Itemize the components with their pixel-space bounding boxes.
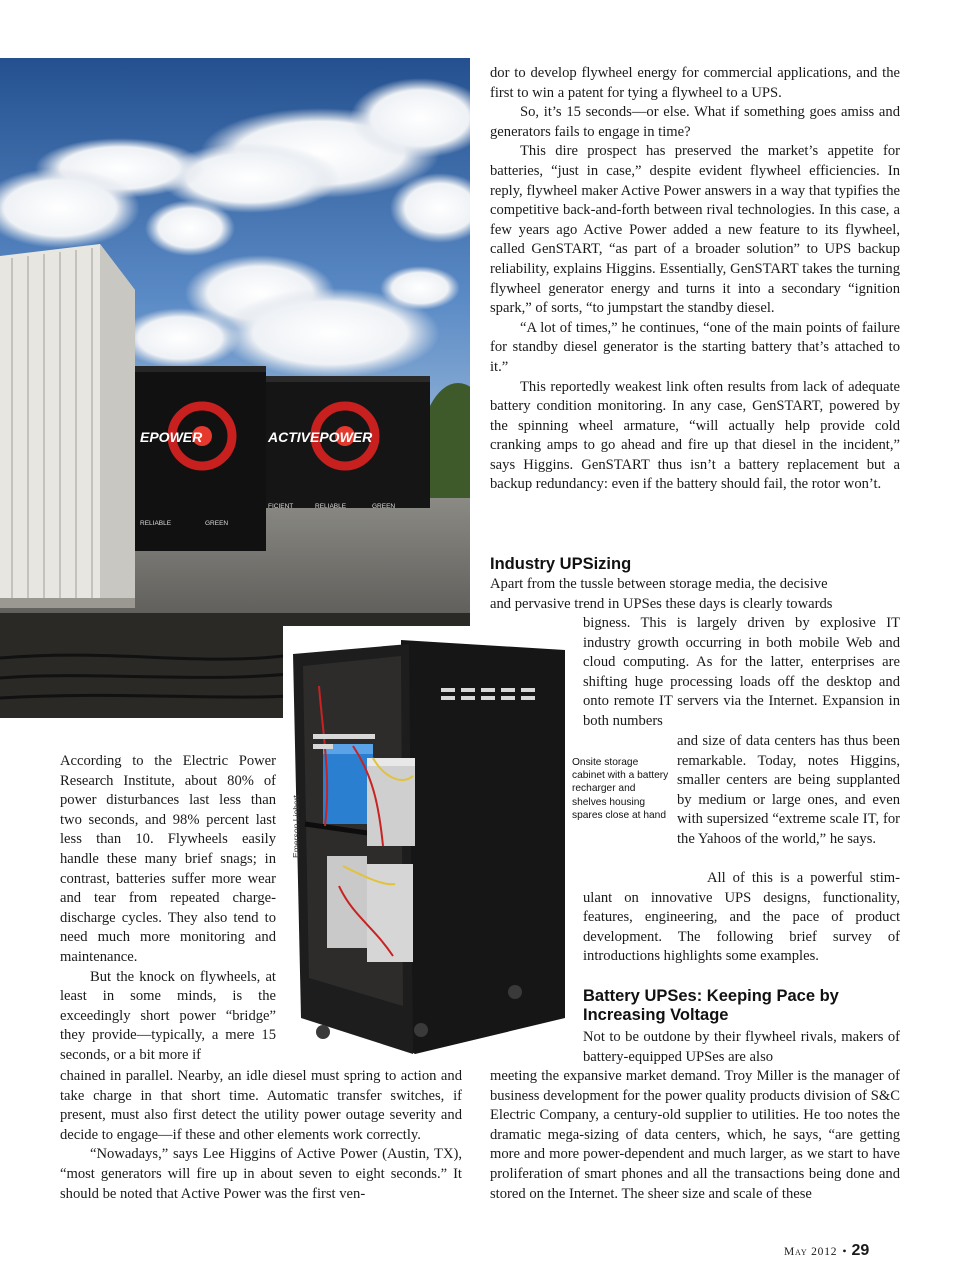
section-text-narrow: [677, 732, 900, 850]
section-intro-lines: [490, 575, 900, 614]
paragraph: “Nowadays,” says Lee Higgins of Active Power (Austin, TX), “most generators will fire up in about seven to eight seconds.” It should be noted that Active Power was the first ven-: [60, 1146, 462, 1202]
paragraph: According to the Electric Power Research Institute, about 80% of power disturbances last less than two seconds, and 98% percent last less than 10. Flywheels easily handle these many brief snags; in contrast, batteries suffer more wear and tear from repeated charge-discharge cycles. They also tend to need much more monitoring and maintenance.: [60, 753, 276, 965]
brand-left: EPOWER: [140, 429, 203, 445]
paragraph: This dire prospect has preserved the market’s appetite for batteries, “just in case,” despite evident flywheel efficiencies. In reply, flywheel maker Active Power answers in a way that typifies the competitive back-and-forth between rival technologies. In this case, a few years ago Active Power added a new feature to its flywheel, called GenSTART, “as part of a broader solution” to UPS backup reliability, explains Higgins. Essentially, GenSTART takes the turning flywheel generator energy and turns it into a secondary “ignition spark,” of sorts, “to jumpstart the standby diesel.: [490, 143, 900, 317]
paragraph: bigness. This is largely driven by explosive IT industry growth occurring in both mobile Web and cloud computing. As for the latter, enterprises are shifting huge processing loads off the desktop and onto remote IT servers via the Internet. Expansion in both numbers: [583, 615, 900, 729]
section-text-wide: [490, 1067, 900, 1204]
paragraph: All of this is a powerful stimulant on innovative UPS designs, functionality, features, engineering, and the pace of product development. The following brief survey of introductions highlights some examples.: [583, 870, 900, 965]
paragraph: “A lot of times,” he continues, “one of the main points of failure for standby diesel generator is the starting battery that’s attached to it.”: [490, 319, 900, 375]
section-heading: Industry UPSizing: [490, 555, 632, 573]
paragraph: Not to be outdone by their flywheel rivals, makers of battery-equipped UPSes are also: [583, 1029, 900, 1065]
container-tag-edge: FICIENT: [268, 503, 294, 510]
section-text-block: [583, 1028, 900, 1067]
figure-caption: Onsite storage cabinet with a battery recharger and shelves housing spares close at hand: [572, 757, 669, 821]
paragraph: and size of data centers has thus been remarkable. Today, notes Higgins, smaller centers are being supplanted by medium or large ones, and even with supersized “extreme scale IT, for the Yahoos of the world,” he says.: [677, 733, 900, 847]
photo-credit: Emerson Liebert: [291, 794, 301, 858]
issue-date: May 2012: [784, 1246, 838, 1258]
paragraph: So, it’s 15 seconds—or else. What if something goes amiss and generators fails to engage in time?: [490, 104, 900, 140]
footer-bullet: •: [842, 1244, 847, 1258]
container-tag-green-left: GREEN: [205, 520, 229, 527]
section-text-block: [583, 614, 900, 732]
paragraph: chained in parallel. Nearby, an idle diesel must spring to action and take charge in that short time. Automatic transfer switches, if present, must also first detect the utility power outage severity and decide to engage—if these and other elements work correctly.: [60, 1068, 462, 1143]
section-heading: Battery UPSes: Keeping Pace by Increasing Voltage: [583, 987, 839, 1024]
paragraph: dor to develop flywheel energy for commercial applications, and the first to win a patent for tying a flywheel to a UPS.: [490, 65, 900, 101]
page-footer: [784, 1242, 869, 1260]
container-tag-reliable-right: RELIABLE: [315, 503, 347, 510]
section-text-block: [583, 869, 900, 967]
left-column-wide: [60, 1067, 462, 1204]
container-tag-reliable-left: RELIABLE: [140, 520, 172, 527]
paragraph: meeting the expansive market demand. Troy Miller is the manager of business development for the power quality products division of S&C Electric Company, a century-old supplier to utilities. He too notes the dramatic mega-sizing of data centers, which, he says, “are getting more and more power-dependent and much larger, as we start to have proliferation of smart phones and all the transactions being done and stored on the Internet. The sheer size and scale of these: [490, 1068, 900, 1202]
brand-right: ACTIVEPOWER: [268, 429, 373, 445]
left-column-narrow: [60, 752, 276, 1066]
page-number: 29: [851, 1242, 870, 1259]
photo-energy-containers: [0, 58, 470, 718]
text-line: and pervasive trend in UPSes these days is clearly towards: [490, 595, 833, 612]
right-column-top: [490, 64, 900, 495]
photo-storage-cabinet: [283, 626, 579, 1058]
container-tag-green-right: GREEN: [372, 503, 396, 510]
paragraph: But the knock on flywheels, at least in some minds, is the exceedingly short power “bridge” they provide—typically, a mere 15 seconds, or a bit more if: [60, 968, 276, 1063]
text-line: Apart from the tussle between storage media, the decisive: [490, 576, 828, 592]
paragraph: This reportedly weakest link often results from lack of adequate battery condition monitoring. In any case, GenSTART, powered by the spinning wheel armature, “will actually help provide cold cranking amps to go ahead and fire up that diesel in the incident,” says Higgins. GenSTART thus isn’t a battery replacement but a backup redundancy: even if the battery should fail, the rotor won’t.: [490, 378, 900, 493]
